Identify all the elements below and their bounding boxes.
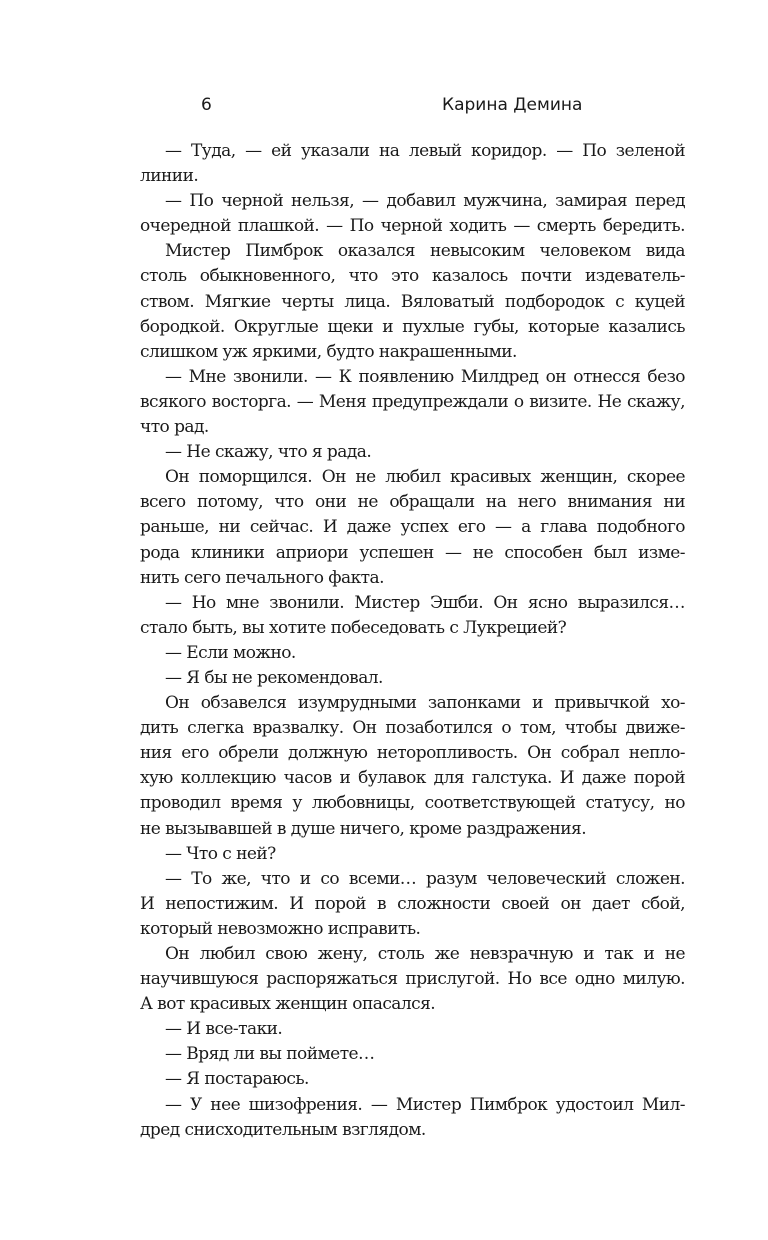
text-line: — Я бы не рекомендовал. [165, 667, 383, 688]
text-line: — У нее шизофрения. — Мистер Пимброк удостоил Мил- [165, 1094, 685, 1115]
text-line: — Мне звонили. — К появлению Милдред он отнесся безо [165, 366, 685, 387]
text-line: очередной плашкой. — По черной ходить — смерть бередить. [140, 216, 685, 237]
text-line: — Что с ней? [165, 843, 276, 864]
text-line: что рад. [140, 417, 209, 438]
text-line: проводил время у любовницы, соответствующей статусу, но [140, 793, 685, 814]
text-line: — Не скажу, что я рада. [165, 442, 372, 463]
text-line: ством. Мягкие черты лица. Вяловатый подбородок с куцей [140, 291, 685, 312]
text-line: рода клиники априори успешен — не способен был изме- [140, 542, 685, 563]
text-line: линии. [140, 166, 199, 187]
text-line: слишком уж яркими, будто накрашенными. [140, 341, 517, 362]
text-line: — Если можно. [165, 642, 296, 663]
text-line: который невозможно исправить. [140, 918, 421, 939]
text-line: — Я постараюсь. [165, 1069, 309, 1090]
text-line: А вот красивых женщин опасался. [140, 994, 436, 1015]
text-line: — По черной нельзя, — добавил мужчина, замирая перед [165, 191, 685, 212]
text-line: всего потому, что они не обращали на него внимания ни [140, 492, 685, 513]
text-line: — Но мне звонили. Мистер Эшби. Он ясно выразился… [165, 592, 685, 613]
text-line: Он обзавелся изумрудными запонками и привычкой хо- [165, 693, 685, 714]
running-header [140, 92, 685, 118]
text-line: Мистер Пимброк оказался невысоким человеком вида [165, 241, 685, 262]
text-line: стало быть, вы хотите побеседовать с Лукрецией? [140, 617, 567, 638]
body-text [140, 139, 685, 1143]
page-number: 6 [201, 95, 212, 115]
text-line: дред снисходительным взглядом. [140, 1119, 426, 1140]
text-line: научившуюся распоряжаться прислугой. Но все одно милую. [140, 969, 685, 990]
text-line: — Вряд ли вы поймете… [165, 1044, 375, 1065]
text-line: нить сего печального факта. [140, 567, 384, 588]
text-line: не вызывавшей в душе ничего, кроме раздражения. [140, 818, 587, 839]
text-line: хую коллекцию часов и булавок для галстука. И даже порой [140, 768, 685, 789]
running-header-author: Карина Демина [442, 95, 583, 115]
text-line: — То же, что и со всеми… разум человеческий сложен. [165, 868, 685, 889]
text-line: Он поморщился. Он не любил красивых женщин, скорее [165, 467, 685, 488]
text-line: — Туда, — ей указали на левый коридор. — По зеленой [165, 141, 685, 161]
text-line: И непостижим. И порой в сложности своей он дает сбой, [140, 893, 685, 914]
text-line: ния его обрели должную неторопливость. Он собрал непло- [140, 743, 685, 764]
text-line: бородкой. Округлые щеки и пухлые губы, которые казались [140, 316, 685, 337]
text-line: — И все-таки. [165, 1019, 283, 1040]
text-line: столь обыкновенного, что это казалось почти издеватель- [140, 266, 685, 287]
text-line: Он любил свою жену, столь же невзрачную и так и не [165, 944, 685, 964]
text-line: дить слегка вразвалку. Он позаботился о том, чтобы движе- [140, 718, 685, 739]
text-line: всякого восторга. — Меня предупреждали о визите. Не скажу, [140, 391, 685, 412]
text-line: раньше, ни сейчас. И даже успех его — а глава подобного [140, 517, 685, 538]
